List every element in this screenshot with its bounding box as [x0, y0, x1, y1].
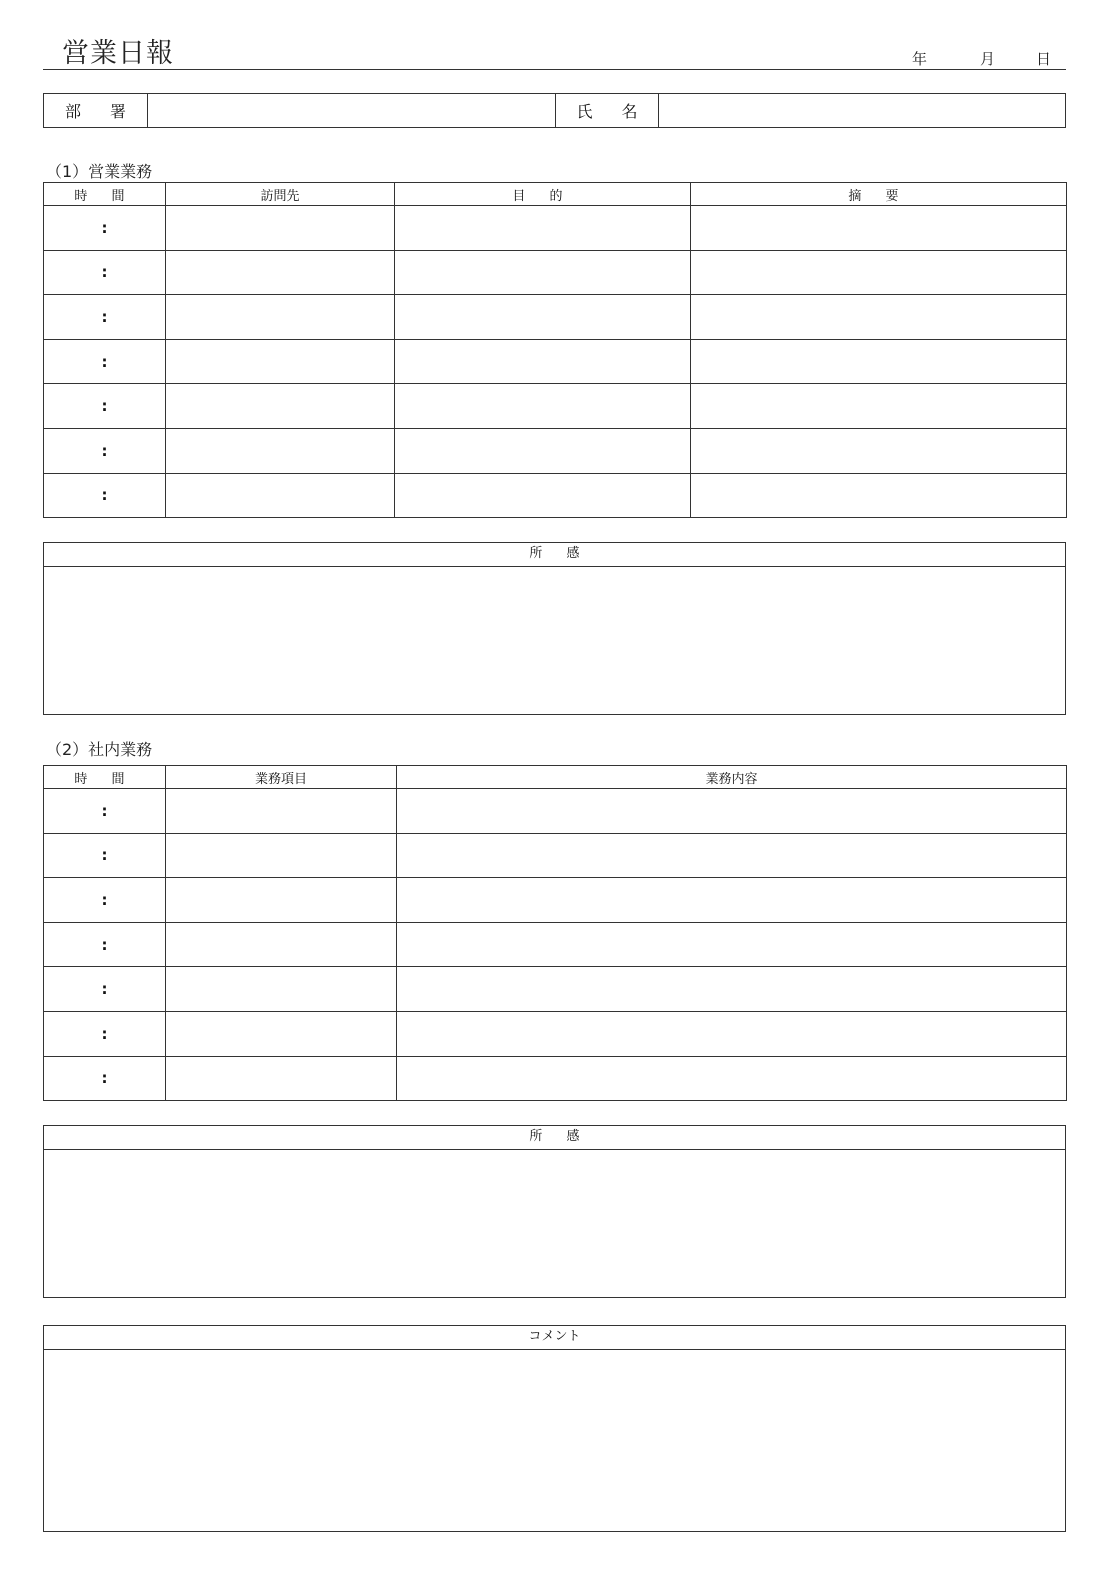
impressions-box-2	[43, 1125, 1066, 1298]
table-row	[44, 1011, 1067, 1056]
content-cell[interactable]	[397, 878, 1067, 923]
title-underline	[43, 69, 1066, 70]
col-header-summary: 摘 要	[691, 183, 1067, 206]
visit-cell[interactable]	[166, 250, 395, 295]
summary-cell[interactable]	[691, 206, 1067, 251]
item-cell[interactable]	[166, 1056, 397, 1101]
content-cell[interactable]	[397, 1011, 1067, 1056]
impressions-box-1	[43, 542, 1066, 715]
time-cell[interactable]: :	[44, 250, 166, 295]
item-cell[interactable]	[166, 789, 397, 834]
time-cell[interactable]: :	[44, 295, 166, 340]
content-cell[interactable]	[397, 967, 1067, 1012]
section2-label: （2）社内業務	[46, 740, 153, 759]
visit-cell[interactable]	[166, 384, 395, 429]
comment-field[interactable]	[44, 1350, 1065, 1530]
item-cell[interactable]	[166, 833, 397, 878]
section1-label: （1）営業業務	[46, 162, 153, 181]
table-row	[44, 206, 1067, 251]
table-row	[44, 250, 1067, 295]
impressions-header-1: 所 感	[44, 543, 1065, 567]
summary-cell[interactable]	[691, 250, 1067, 295]
info-row	[43, 93, 1066, 128]
item-cell[interactable]	[166, 922, 397, 967]
time-cell[interactable]: :	[44, 428, 166, 473]
date-month-label: 月	[980, 50, 996, 68]
col-header-time: 時 間	[44, 766, 166, 789]
page-title: 営業日報	[62, 38, 174, 69]
table-row	[44, 967, 1067, 1012]
visit-cell[interactable]	[166, 206, 395, 251]
col-header-time: 時 間	[44, 183, 166, 206]
time-cell[interactable]: :	[44, 1011, 166, 1056]
purpose-cell[interactable]	[395, 339, 691, 384]
table-row	[44, 789, 1067, 834]
table-row	[44, 295, 1067, 340]
summary-cell[interactable]	[691, 295, 1067, 340]
visit-cell[interactable]	[166, 295, 395, 340]
impressions-field-1[interactable]	[44, 567, 1065, 713]
table-row	[44, 339, 1067, 384]
name-label: 氏 名	[556, 94, 659, 127]
col-header-visit: 訪問先	[166, 183, 395, 206]
time-cell[interactable]: :	[44, 789, 166, 834]
time-cell[interactable]: :	[44, 967, 166, 1012]
summary-cell[interactable]	[691, 428, 1067, 473]
col-header-content: 業務内容	[397, 766, 1067, 789]
table-row	[44, 878, 1067, 923]
col-header-purpose: 目 的	[395, 183, 691, 206]
name-field[interactable]	[659, 94, 1065, 127]
time-cell[interactable]: :	[44, 339, 166, 384]
table-row	[44, 384, 1067, 429]
visit-cell[interactable]	[166, 339, 395, 384]
visit-cell[interactable]	[166, 473, 395, 518]
time-cell[interactable]: :	[44, 878, 166, 923]
purpose-cell[interactable]	[395, 295, 691, 340]
summary-cell[interactable]	[691, 339, 1067, 384]
visit-cell[interactable]	[166, 428, 395, 473]
time-cell[interactable]: :	[44, 206, 166, 251]
comment-box	[43, 1325, 1066, 1532]
summary-cell[interactable]	[691, 473, 1067, 518]
comment-header: コメント	[44, 1326, 1065, 1350]
time-cell[interactable]: :	[44, 922, 166, 967]
date-day-label: 日	[1036, 50, 1052, 68]
item-cell[interactable]	[166, 878, 397, 923]
table-header-row	[44, 183, 1067, 206]
item-cell[interactable]	[166, 1011, 397, 1056]
table-row	[44, 922, 1067, 967]
purpose-cell[interactable]	[395, 428, 691, 473]
purpose-cell[interactable]	[395, 384, 691, 429]
time-cell[interactable]: :	[44, 384, 166, 429]
impressions-field-2[interactable]	[44, 1150, 1065, 1296]
date-year-label: 年	[912, 50, 928, 68]
content-cell[interactable]	[397, 789, 1067, 834]
time-cell[interactable]: :	[44, 473, 166, 518]
sales-activity-table	[43, 182, 1067, 518]
summary-cell[interactable]	[691, 384, 1067, 429]
table-header-row	[44, 766, 1067, 789]
content-cell[interactable]	[397, 922, 1067, 967]
department-field[interactable]	[148, 94, 556, 127]
table-row	[44, 833, 1067, 878]
time-cell[interactable]: :	[44, 833, 166, 878]
internal-work-table	[43, 765, 1067, 1101]
time-cell[interactable]: :	[44, 1056, 166, 1101]
content-cell[interactable]	[397, 1056, 1067, 1101]
impressions-header-2: 所 感	[44, 1126, 1065, 1150]
table-row	[44, 473, 1067, 518]
table-row	[44, 428, 1067, 473]
department-label: 部 署	[44, 94, 148, 127]
purpose-cell[interactable]	[395, 250, 691, 295]
col-header-item: 業務項目	[166, 766, 397, 789]
item-cell[interactable]	[166, 967, 397, 1012]
content-cell[interactable]	[397, 833, 1067, 878]
table-row	[44, 1056, 1067, 1101]
purpose-cell[interactable]	[395, 473, 691, 518]
purpose-cell[interactable]	[395, 206, 691, 251]
